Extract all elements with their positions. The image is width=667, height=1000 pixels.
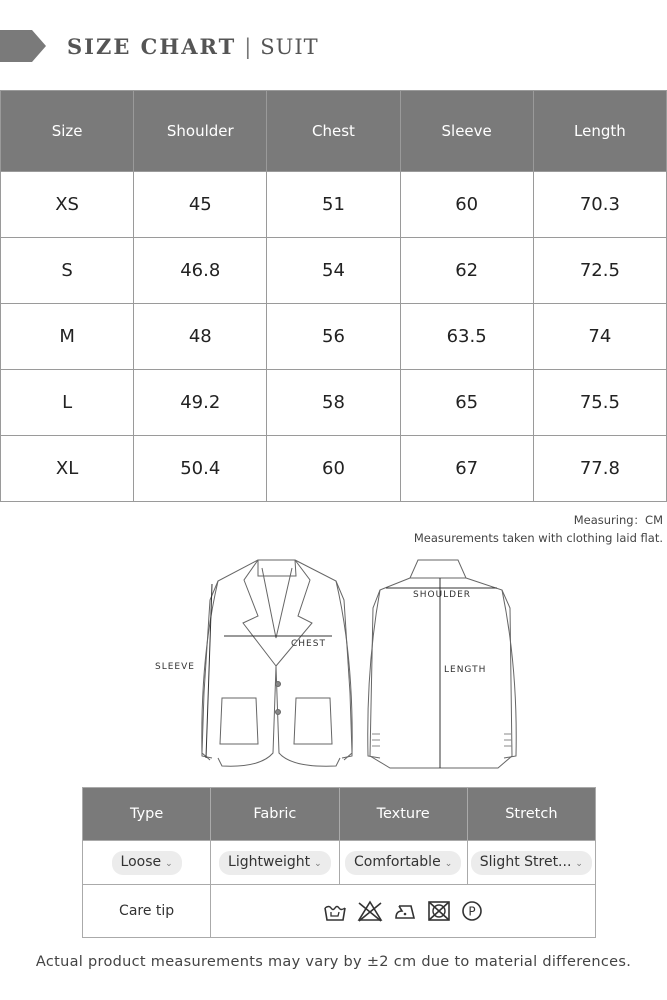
care-icons-cell (211, 885, 596, 938)
label-sleeve: SLEEVE (155, 662, 195, 672)
title-separator: | (244, 35, 253, 59)
type-dropdown[interactable] (112, 851, 182, 875)
spec-header-texture: Texture (339, 788, 467, 841)
cell-length: 75.5 (533, 370, 666, 436)
cell-size: XL (1, 436, 134, 502)
cell-chest: 56 (267, 304, 400, 370)
stretch-dropdown[interactable] (471, 851, 592, 875)
product-spec-table (82, 787, 596, 938)
cell-chest: 60 (267, 436, 400, 502)
footer-disclaimer: Actual product measurements may vary by ±2 cm due to material differences. (35, 954, 632, 970)
cell-shoulder: 49.2 (134, 370, 267, 436)
cell-sleeve: 60 (400, 172, 533, 238)
stretch-value: Slight Stret... (479, 853, 572, 870)
table-row (1, 238, 667, 304)
spec-values-row (83, 841, 596, 885)
label-shoulder: SHOULDER (413, 590, 472, 600)
table-row (1, 304, 667, 370)
cell-chest: 54 (267, 238, 400, 304)
col-header-sleeve: Sleeve (400, 91, 533, 172)
cell-sleeve: 67 (400, 436, 533, 502)
table-row (1, 172, 667, 238)
header-arrow-marker (0, 30, 46, 62)
cell-length: 77.8 (533, 436, 666, 502)
cell-size: S (1, 238, 134, 304)
label-chest: CHEST (291, 639, 326, 649)
title-sub: SUIT (260, 35, 319, 59)
svg-text:P: P (468, 904, 476, 919)
unit-note: Measuring：CM (573, 513, 663, 527)
col-header-length: Length (533, 91, 666, 172)
cell-length: 72.5 (533, 238, 666, 304)
spec-cell-texture (339, 841, 467, 885)
spec-cell-type (83, 841, 211, 885)
jacket-front-drawing (202, 560, 352, 766)
chevron-down-icon: ⌄ (575, 858, 583, 869)
cell-shoulder: 45 (134, 172, 267, 238)
size-table-header-row (1, 91, 667, 172)
chevron-down-icon: ⌄ (314, 858, 322, 869)
size-chart-table (0, 90, 667, 502)
cell-shoulder: 50.4 (134, 436, 267, 502)
fabric-dropdown[interactable] (219, 851, 331, 875)
cell-size: XS (1, 172, 134, 238)
col-header-shoulder: Shoulder (134, 91, 267, 172)
label-length: LENGTH (444, 665, 487, 675)
spec-header-type: Type (83, 788, 211, 841)
table-row (1, 370, 667, 436)
spec-header-row (83, 788, 596, 841)
cell-shoulder: 48 (134, 304, 267, 370)
do-not-tumble-dry-icon (427, 900, 451, 922)
suit-measurement-illustration (140, 548, 540, 778)
care-tip-label: Care tip (83, 885, 211, 938)
iron-low-icon (393, 900, 417, 922)
texture-dropdown[interactable] (345, 851, 461, 875)
chevron-down-icon: ⌄ (165, 858, 173, 869)
do-not-bleach-icon (357, 900, 383, 922)
spec-cell-fabric (211, 841, 339, 885)
cell-size: M (1, 304, 134, 370)
col-header-size: Size (1, 91, 134, 172)
hand-wash-icon (323, 900, 347, 922)
page-title (67, 33, 319, 61)
cell-sleeve: 65 (400, 370, 533, 436)
type-value: Loose (120, 853, 162, 870)
cell-length: 74 (533, 304, 666, 370)
fabric-value: Lightweight (228, 853, 311, 870)
chevron-down-icon: ⌄ (444, 858, 453, 869)
cell-shoulder: 46.8 (134, 238, 267, 304)
cell-sleeve: 62 (400, 238, 533, 304)
measurement-method-note: Measurements taken with clothing laid flat. (413, 531, 663, 545)
table-row (1, 436, 667, 502)
cell-chest: 51 (267, 172, 400, 238)
cell-sleeve: 63.5 (400, 304, 533, 370)
section-header (0, 30, 667, 62)
texture-value: Comfortable (354, 853, 441, 870)
care-row (83, 885, 596, 938)
spec-header-stretch: Stretch (467, 788, 595, 841)
spec-header-fabric: Fabric (211, 788, 339, 841)
title-main: SIZE CHART (67, 34, 237, 59)
dry-clean-p-icon (461, 900, 483, 922)
spec-cell-stretch (467, 841, 595, 885)
col-header-chest: Chest (267, 91, 400, 172)
cell-size: L (1, 370, 134, 436)
cell-length: 70.3 (533, 172, 666, 238)
cell-chest: 58 (267, 370, 400, 436)
